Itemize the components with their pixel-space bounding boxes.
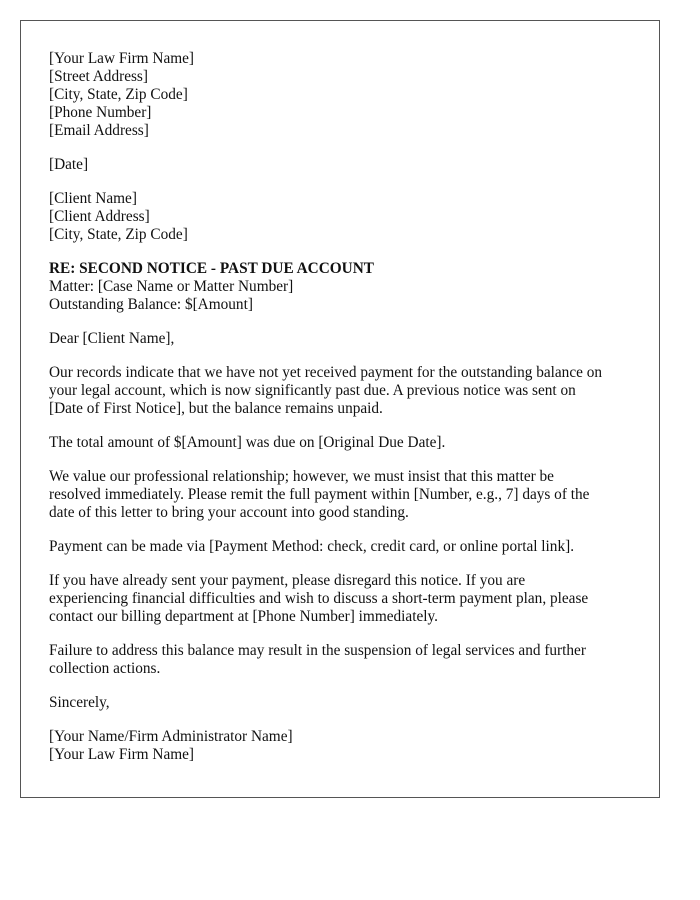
- sender-street: [Street Address]: [49, 68, 148, 85]
- signature-firm: [Your Law Firm Name]: [49, 746, 195, 763]
- signature-block: [49, 728, 649, 764]
- body-paragraph: [49, 538, 649, 556]
- paragraph-line: Our records indicate that we have not yet received payment for the outstanding balance on: [49, 364, 603, 381]
- paragraph-line: experiencing financial difficulties and wish to discuss a short-term payment plan, please: [49, 590, 589, 607]
- body-paragraph: [49, 364, 649, 418]
- letter-page: [20, 20, 660, 798]
- matter-line: Matter: [Case Name or Matter Number]: [49, 278, 294, 295]
- sender-firm-name: [Your Law Firm Name]: [49, 50, 195, 67]
- date-text: [Date]: [49, 156, 89, 173]
- paragraph-line: date of this letter to bring your account into good standing.: [49, 504, 409, 521]
- paragraph-line: [Date of First Notice], but the balance remains unpaid.: [49, 400, 383, 417]
- letter-content: [49, 50, 649, 780]
- body-paragraph: [49, 434, 649, 452]
- sender-email: [Email Address]: [49, 122, 149, 139]
- closing-text: Sincerely,: [49, 694, 110, 711]
- paragraph-line: If you have already sent your payment, please disregard this notice. If you are: [49, 572, 526, 589]
- recipient-address: [49, 190, 649, 244]
- recipient-address-line: [Client Address]: [49, 208, 150, 225]
- balance-line: Outstanding Balance: $[Amount]: [49, 296, 253, 313]
- sender-phone: [Phone Number]: [49, 104, 152, 121]
- paragraph-line: your legal account, which is now significantly past due. A previous notice was sent on: [49, 382, 576, 399]
- body-paragraph: [49, 642, 649, 678]
- letter-date: [49, 156, 649, 174]
- paragraph-line: Failure to address this balance may result in the suspension of legal services and further: [49, 642, 586, 659]
- paragraph-line: resolved immediately. Please remit the full payment within [Number, e.g., 7] days of the: [49, 486, 590, 503]
- sender-address: [49, 50, 649, 140]
- sender-city: [City, State, Zip Code]: [49, 86, 188, 103]
- paragraph-line: We value our professional relationship; however, we must insist that this matter be: [49, 468, 554, 485]
- recipient-name: [Client Name]: [49, 190, 137, 207]
- paragraph-line: Payment can be made via [Payment Method: check, credit card, or online portal link].: [49, 538, 575, 555]
- salutation: [49, 330, 649, 348]
- subject-line: RE: SECOND NOTICE - PAST DUE ACCOUNT: [49, 260, 374, 277]
- subject-block: [49, 260, 649, 314]
- body-paragraph: [49, 468, 649, 522]
- body-paragraph: [49, 572, 649, 626]
- paragraph-line: The total amount of $[Amount] was due on [Original Due Date].: [49, 434, 446, 451]
- paragraph-line: contact our billing department at [Phone Number] immediately.: [49, 608, 438, 625]
- salutation-text: Dear [Client Name],: [49, 330, 175, 347]
- closing: [49, 694, 649, 712]
- paragraph-line: collection actions.: [49, 660, 161, 677]
- recipient-city: [City, State, Zip Code]: [49, 226, 188, 243]
- signature-name: [Your Name/Firm Administrator Name]: [49, 728, 293, 745]
